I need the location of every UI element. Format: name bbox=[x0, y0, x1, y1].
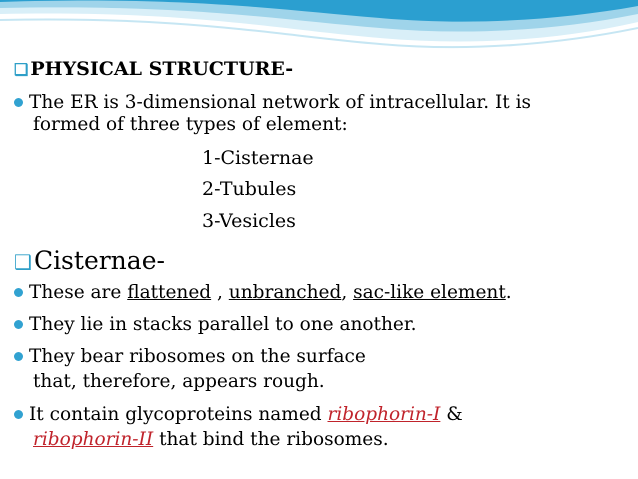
bullet-dot-icon bbox=[14, 410, 23, 419]
list-item-vesicles: 3-Vesicles bbox=[202, 210, 296, 232]
bullet-dot-icon bbox=[14, 352, 23, 361]
bullet-dot-icon bbox=[14, 320, 23, 329]
bullet-ribosomes-cont: that, therefore, appears rough. bbox=[33, 371, 325, 392]
bullet-glycoproteins-cont: ribophorin-II that bind the ribosomes. bbox=[33, 429, 389, 450]
list-item-cisternae: 1-Cisternae bbox=[202, 147, 314, 169]
list-item-tubules: 2-Tubules bbox=[202, 178, 297, 200]
bullet-dot-icon bbox=[14, 98, 23, 107]
bullet-flattened: These are flattened , unbranched, sac-like element. bbox=[14, 282, 512, 303]
checkbox-bullet-icon: ❑ bbox=[14, 250, 32, 274]
term-ribophorin-1: ribophorin-I bbox=[327, 404, 441, 425]
section-heading-cisternae: ❑Cisternae- bbox=[14, 246, 165, 275]
header-wave-decoration bbox=[0, 0, 638, 60]
bullet-er-description-cont: formed of three types of element: bbox=[33, 114, 348, 135]
bullet-er-description: The ER is 3-dimensional network of intracellular. It is bbox=[14, 92, 531, 113]
heading-text: PHYSICAL STRUCTURE- bbox=[30, 58, 294, 80]
bullet-dot-icon bbox=[14, 288, 23, 297]
heading-text: Cisternae bbox=[33, 246, 157, 275]
bullet-stacks: They lie in stacks parallel to one another. bbox=[14, 314, 417, 335]
section-heading-physical-structure bbox=[14, 58, 293, 80]
bullet-glycoproteins: It contain glycoproteins named ribophorin-I & bbox=[14, 404, 463, 425]
bullet-ribosomes: They bear ribosomes on the surface bbox=[14, 346, 366, 367]
term-ribophorin-2: ribophorin-II bbox=[33, 429, 154, 450]
checkbox-bullet-icon: ❑ bbox=[14, 60, 29, 79]
